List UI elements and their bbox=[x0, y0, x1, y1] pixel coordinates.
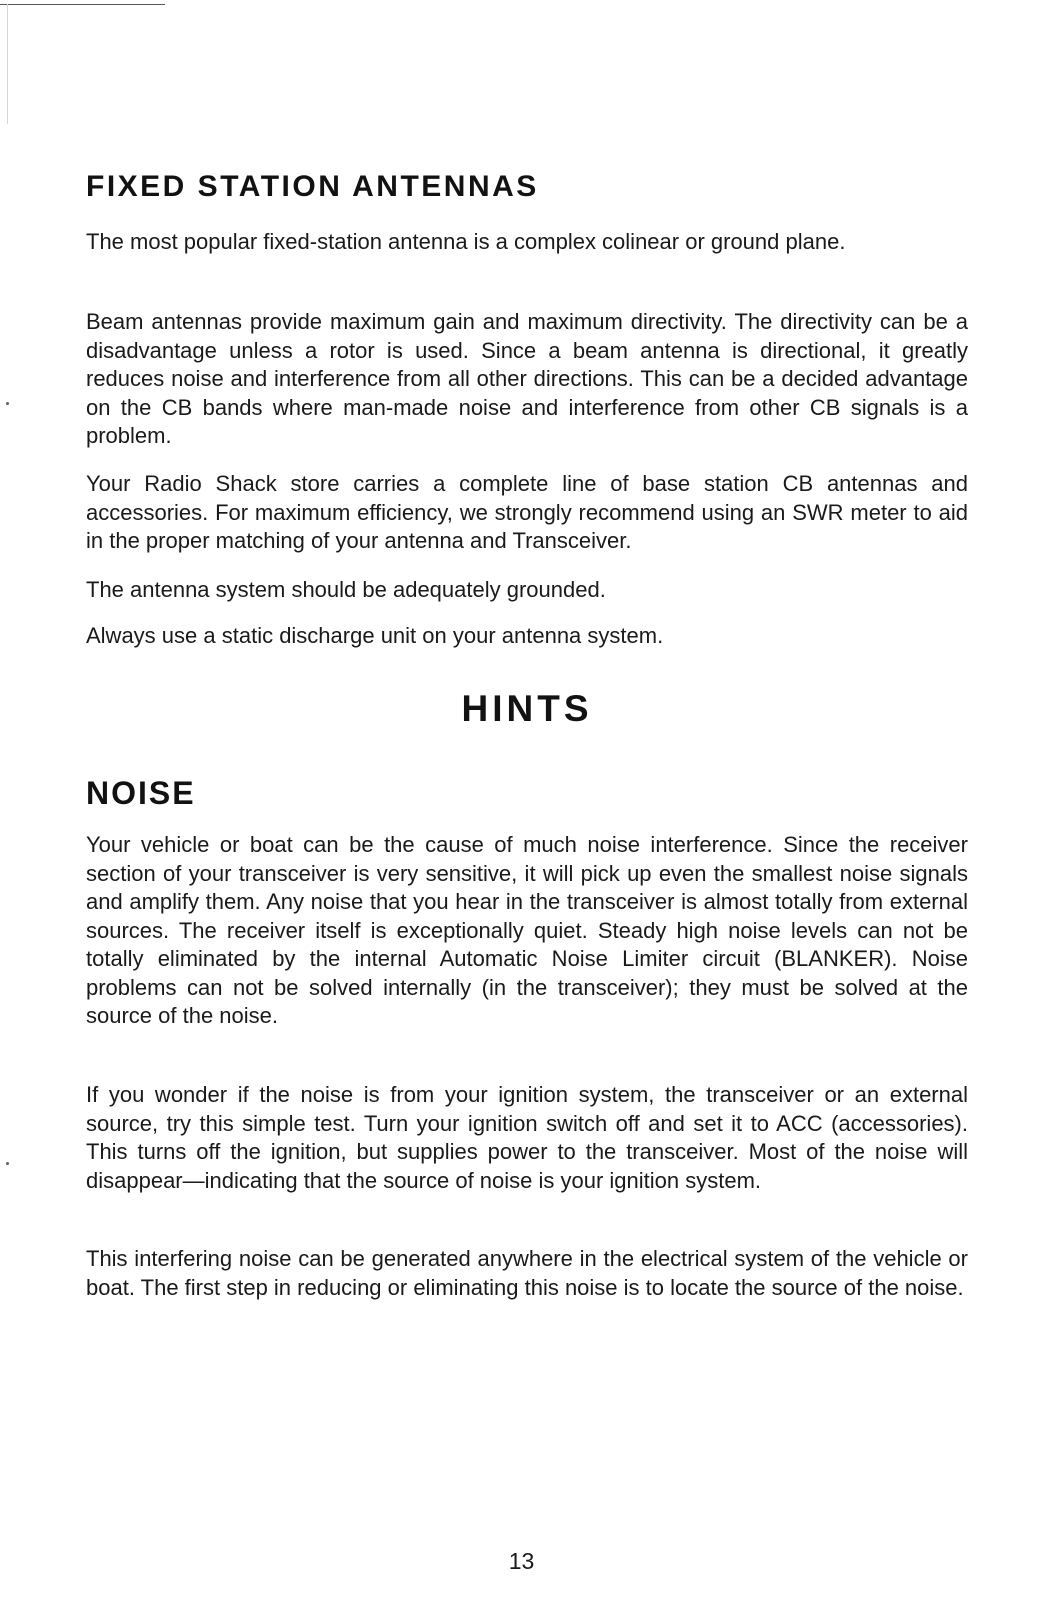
hints-heading: HINTS bbox=[461, 688, 593, 729]
page-number: 13 bbox=[508, 1548, 535, 1574]
scan-speck bbox=[6, 402, 9, 405]
fixed-station-antennas-heading: FIXED STATION ANTENNAS bbox=[86, 170, 539, 203]
scan-border-line bbox=[0, 4, 165, 5]
fixed-station-paragraph: Beam antennas provide maximum gain and maximum directivity. The directivity can be a disadvantage unless a rotor is used. Since a beam antenna is directional, it greatly reduces noise and interference from all other directions. This can be a decided advantage on the CB bands where man-made noise and interference from other CB signals is a problem. bbox=[86, 309, 968, 448]
noise-paragraph: If you wonder if the noise is from your ignition system, the transceiver or an external source, try this simple test. Turn your ignition switch off and set it to ACC (accessories). This turns off the ignition, but supplies power to the transceiver. Most of the noise will disappear—indicating that the source of noise is your ignition system. bbox=[86, 1082, 968, 1193]
fixed-station-paragraph: The antenna system should be adequately grounded. bbox=[86, 577, 606, 602]
noise-paragraph: This interfering noise can be generated anywhere in the electrical system of the vehicle or boat. The first step in reducing or eliminating this noise is to locate the source of the noise. bbox=[86, 1246, 968, 1300]
scan-edge-line bbox=[7, 4, 8, 124]
fixed-station-paragraph: Your Radio Shack store carries a complete line of base station CB antennas and accessories. For maximum efficiency, we strongly recommend using an SWR meter to aid in the proper matching of your antenna and Transceiver. bbox=[86, 471, 968, 553]
fixed-station-paragraph: Always use a static discharge unit on your antenna system. bbox=[86, 623, 664, 648]
fixed-station-paragraph: The most popular fixed-station antenna is a complex colinear or ground plane. bbox=[86, 229, 846, 254]
scan-speck bbox=[6, 1162, 9, 1165]
noise-heading: NOISE bbox=[86, 775, 196, 811]
noise-paragraph: Your vehicle or boat can be the cause of much noise interference. Since the receiver section of your transceiver is very sensitive, it will pick up even the smallest noise signals and amplify them. Any noise that you hear in the transceiver is almost totally from external sources. The receiver itself is exceptionally quiet. Steady high noise levels can not be totally eliminated by the internal Automatic Noise Limiter circuit (BLANKER). Noise problems can not be solved internally (in the transceiver); they must be solved at the source of the noise. bbox=[86, 832, 968, 1028]
